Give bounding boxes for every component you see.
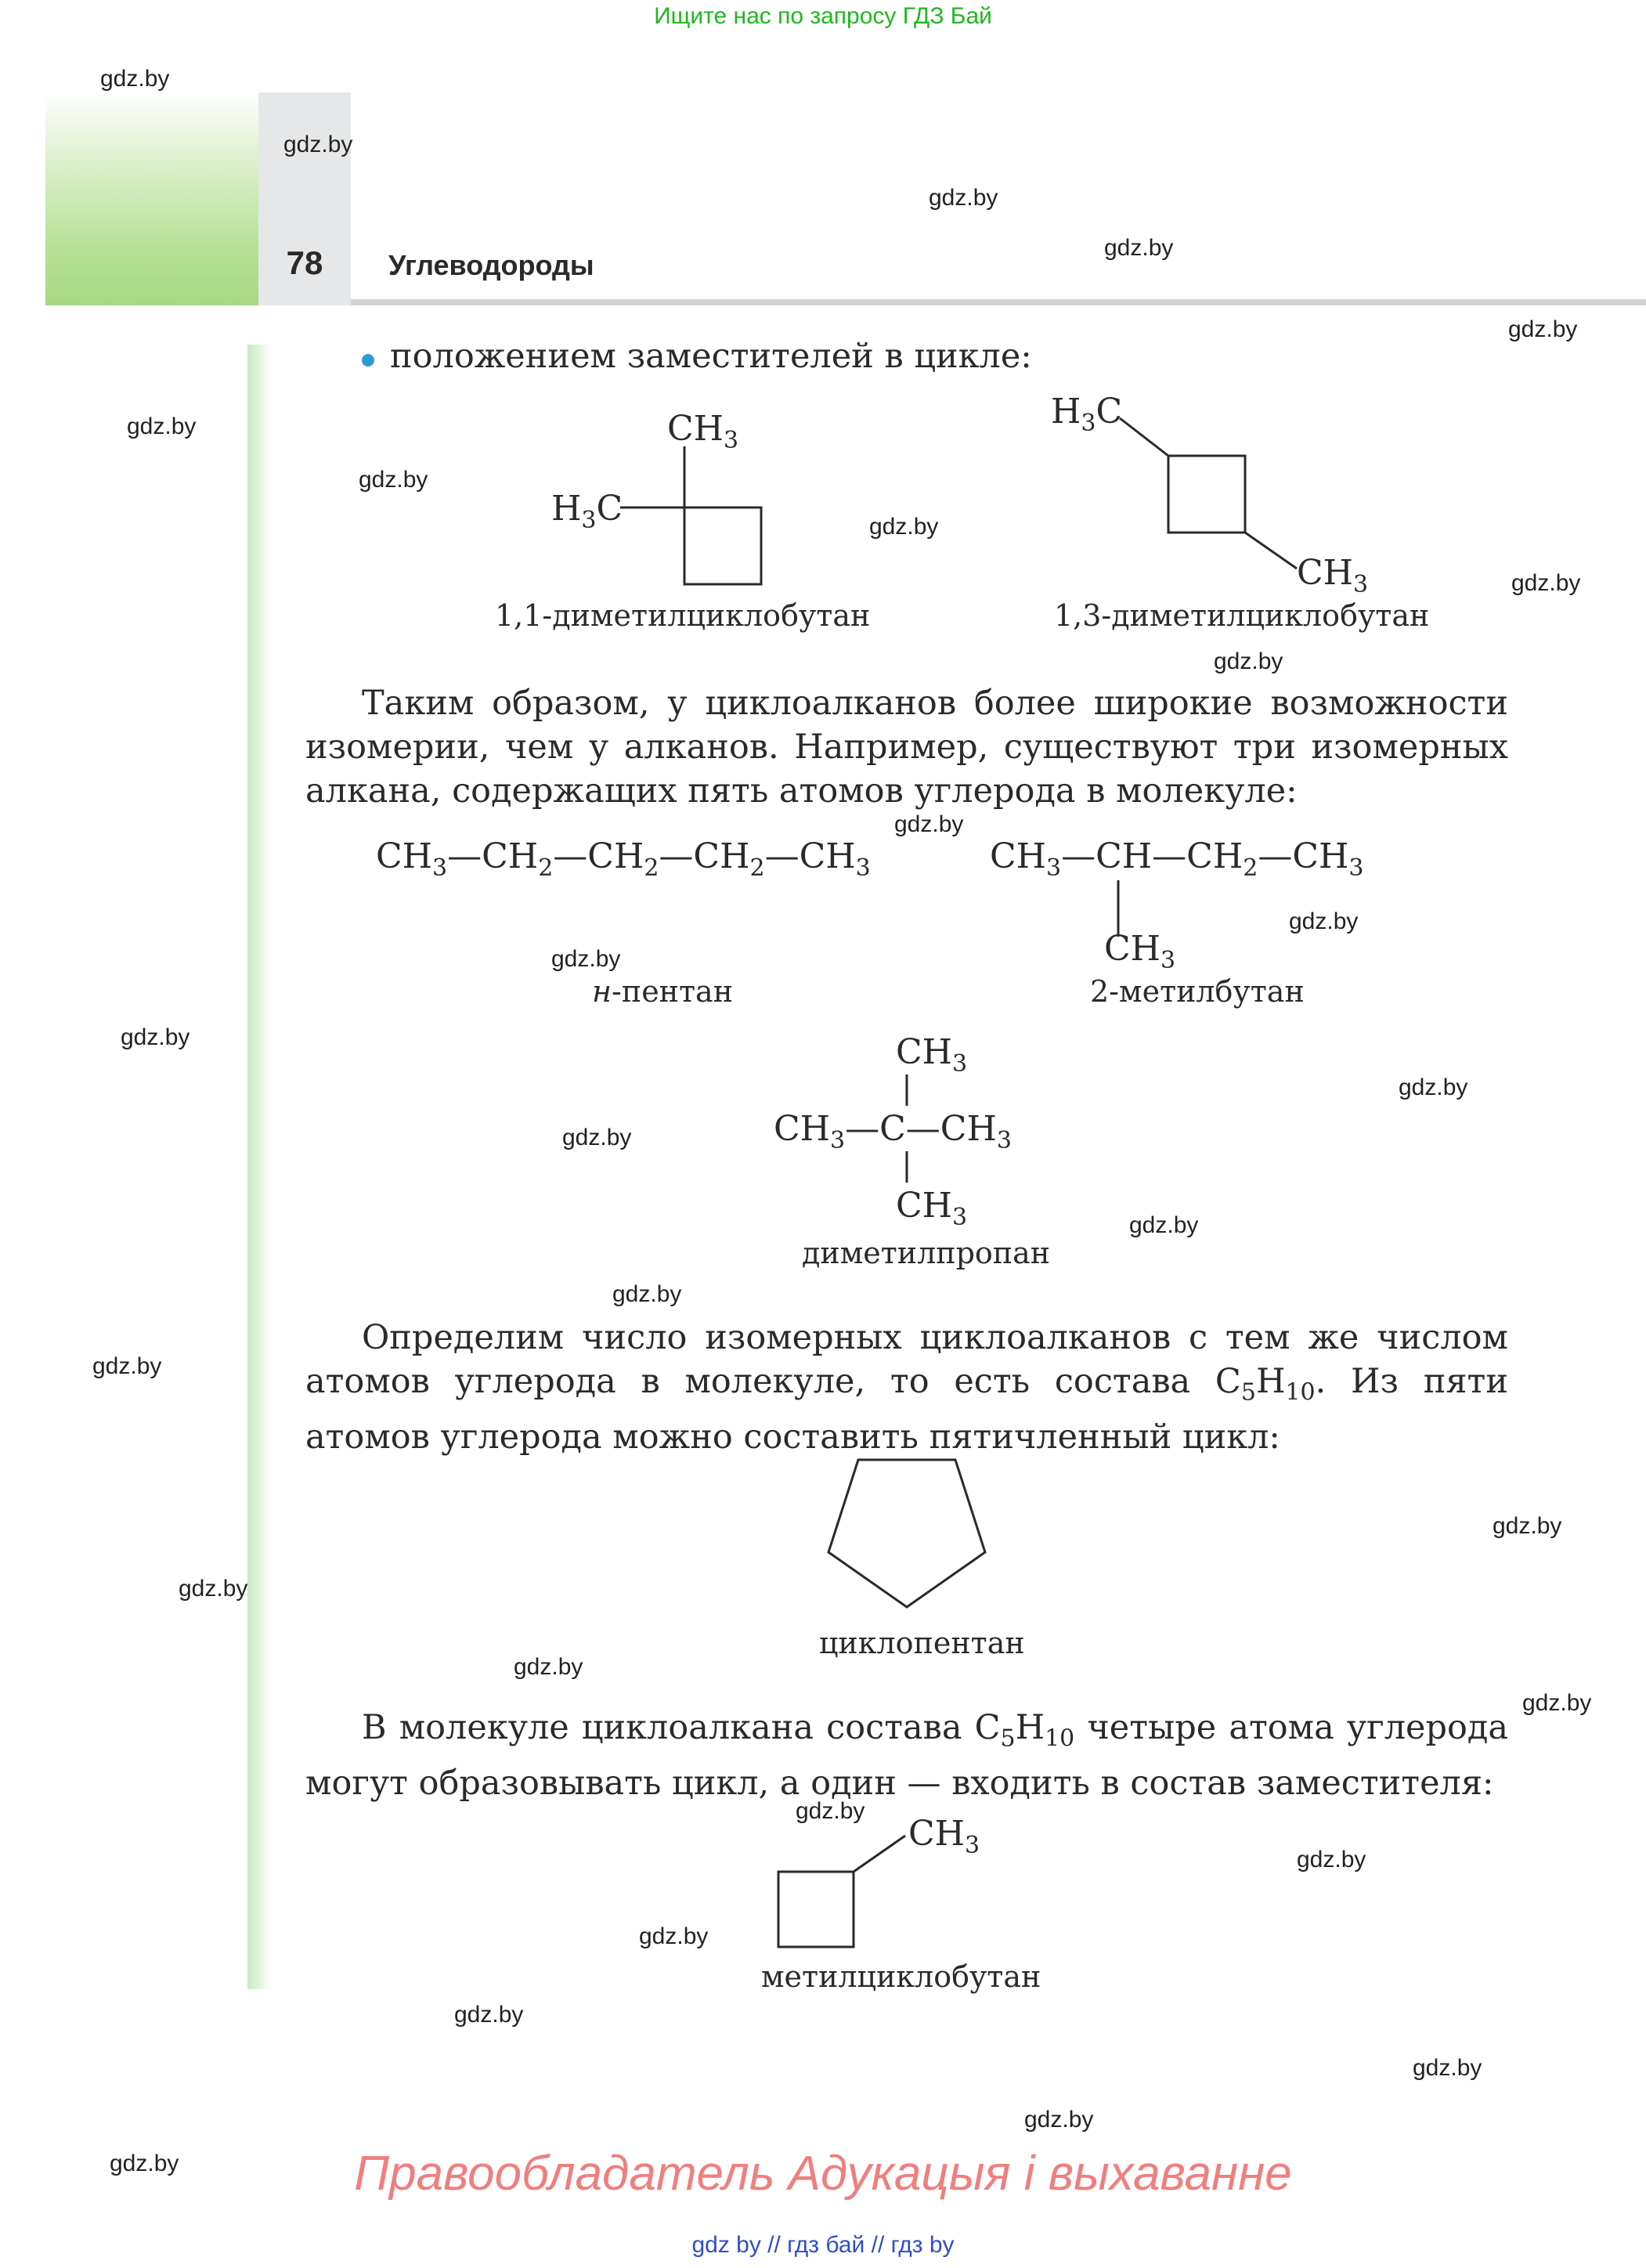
formula-n-pentane: $CH_3—CH_2—CH_2—CH_2—CH_3$ <box>376 836 871 882</box>
watermark: gdz.by <box>796 1798 865 1824</box>
watermark: gdz.by <box>283 132 353 157</box>
watermark: gdz.by <box>110 2151 179 2176</box>
watermark: gdz.by <box>1511 570 1581 596</box>
top-banner[interactable]: Ищите нас по запросу ГДЗ Бай <box>654 3 992 29</box>
watermark: gdz.by <box>1493 1513 1562 1539</box>
page-number: 78 <box>286 244 323 281</box>
structure-cyclopentane <box>814 1449 1002 1621</box>
watermark: gdz.by <box>1104 235 1174 261</box>
watermark: gdz.by <box>929 185 998 211</box>
section-title: Углеводороды <box>388 249 594 281</box>
paragraph-cycloalkanes-c5h10: Определим число изомерных циклоалканов с тем же числом атомов углерода в молекуле, то есть состава $C_5H_{10}$. Из пяти атомов углерода можно составить пятичленный цикл: <box>305 1318 1508 1457</box>
name-13-dimethylcyclobutane: 1,3-диметилциклобутан <box>1054 598 1430 633</box>
svg-text:CH3: $CH_3$ <box>1297 553 1369 598</box>
watermark: gdz.by <box>1214 648 1283 674</box>
svg-text:CH3: $CH_3$ <box>908 1814 980 1859</box>
structure-methylcyclobutane <box>767 1801 1018 1958</box>
watermark: gdz.by <box>1289 908 1359 934</box>
structure-13-dimethylcyclobutane <box>1041 384 1386 611</box>
formula-dmp-top: $CH_3$ <box>896 1032 968 1078</box>
watermark: gdz.by <box>612 1281 682 1307</box>
watermark: gdz.by <box>92 1353 162 1379</box>
name-cyclopentane: циклопентан <box>819 1626 1025 1660</box>
watermark: gdz.by <box>1399 1074 1468 1100</box>
watermark: gdz.by <box>127 414 197 439</box>
watermark: gdz.by <box>1024 2107 1094 2133</box>
watermark: gdz.by <box>1508 316 1578 342</box>
watermark: gdz.by <box>551 946 621 972</box>
footer-links[interactable]: gdz by // гдз бай // гдз by <box>691 2232 955 2258</box>
formula-2-methylbutane-branch: $CH_3$ <box>1104 929 1176 974</box>
watermark: gdz.by <box>454 2002 524 2028</box>
bond-dmp-top <box>893 1074 924 1114</box>
name-2-methylbutane: 2-метилбутан <box>1090 974 1305 1009</box>
header-green-block <box>45 92 258 305</box>
watermark: gdz.by <box>100 66 170 92</box>
watermark: gdz.by <box>514 1654 583 1680</box>
side-bar <box>247 345 271 1989</box>
svg-text:CH3: $CH_3$ <box>667 409 739 454</box>
paragraph-isomers-alkanes: Таким образом, у циклоалканов более широкие возможности изомерии, чем у алканов. Например, существуют три изомерных алкана, содержащих пять атомов углерода в молекуле: <box>305 684 1508 811</box>
svg-text:H3C: $H_3C$ <box>551 489 623 534</box>
svg-text:H3C: $H_3C$ <box>1051 392 1123 437</box>
watermark: gdz.by <box>894 811 964 837</box>
name-11-dimethylcyclobutane: 1,1-диметилциклобутан <box>495 598 871 633</box>
bullet-text: положением заместителей в цикле: <box>390 337 1032 376</box>
watermark: gdz.by <box>1297 1847 1366 1873</box>
watermark: gdz.by <box>1522 1690 1592 1716</box>
watermark: gdz.by <box>869 514 939 540</box>
bond-dmp-bottom <box>893 1151 924 1190</box>
copyright-notice: Правообладатель Адукацыя і выхаванне <box>354 2147 1292 2201</box>
watermark: gdz.by <box>562 1125 632 1150</box>
paragraph-ring-substituent: В молекуле циклоалкана состава $C_5H_{10}$ четыре атома углерода могут образовывать цикл, а один — входить в состав заместителя: <box>305 1708 1508 1803</box>
watermark: gdz.by <box>639 1923 709 1949</box>
watermark: gdz.by <box>1129 1212 1199 1238</box>
bullet-icon <box>362 354 374 367</box>
watermark: gdz.by <box>179 1576 248 1602</box>
name-n-pentane: н-пентан <box>592 974 734 1009</box>
watermark: gdz.by <box>1413 2055 1482 2081</box>
formula-dimethylpropane: $CH_3—C—CH_3$ <box>774 1109 1012 1154</box>
name-dimethylpropane: диметилпропан <box>802 1236 1051 1270</box>
header-rule <box>351 299 1646 305</box>
watermark: gdz.by <box>121 1024 190 1050</box>
name-methylcyclobutane: метилциклобутан <box>761 1959 1041 1994</box>
formula-2-methylbutane: $CH_3—CH—CH_2—CH_3$ <box>990 836 1364 882</box>
watermark: gdz.by <box>359 467 428 493</box>
formula-dmp-bottom: $CH_3$ <box>896 1186 968 1231</box>
